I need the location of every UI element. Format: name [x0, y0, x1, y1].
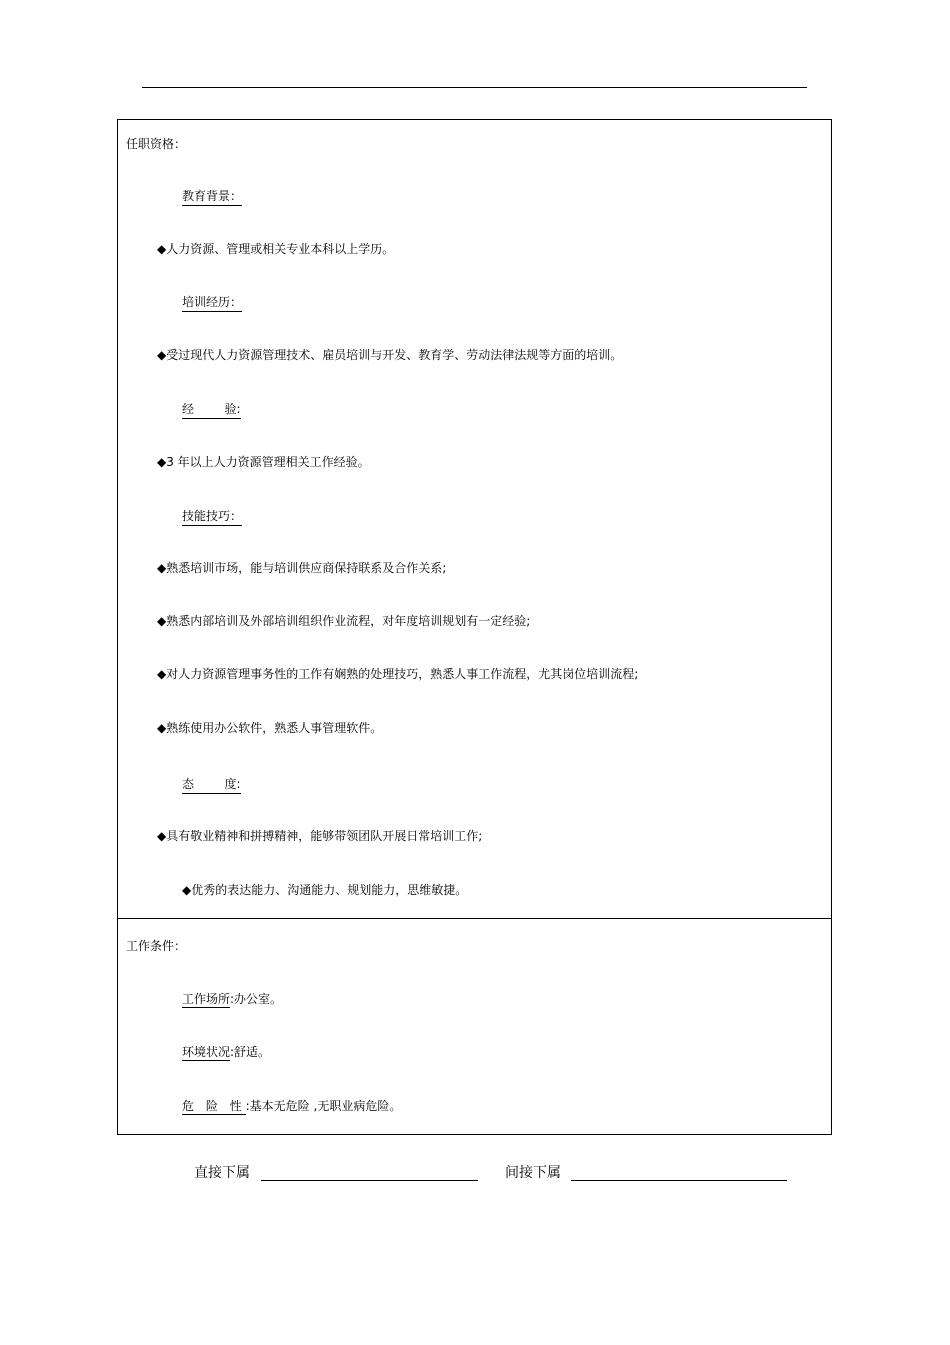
education-item: ◆人力资源、管理或相关专业本科以上学历。 [157, 242, 395, 256]
conditions-heading: 工作条件： [126, 939, 187, 953]
skills-item: ◆熟悉内部培训及外部培训组织作业流程，对年度培训规划有一定经验; [157, 614, 531, 628]
training-label: 培训经历： [182, 294, 242, 312]
environment-label: 环境状况 [182, 1045, 231, 1059]
experience-item: ◆3 年以上人力资源管理相关工作经验。 [157, 455, 370, 469]
training-item: ◆受过现代人力资源管理技术、雇员培训与开发、教育学、劳动法律法规等方面的培训。 [157, 348, 623, 362]
attitude-item: ◆优秀的表达能力、沟通能力、规划能力，思维敏捷。 [182, 883, 468, 897]
top-rule [142, 87, 807, 88]
indirect-subordinate-label: 间接下属 [505, 1165, 561, 1181]
indirect-subordinate-line[interactable] [571, 1180, 787, 1181]
skills-label: 技能技巧： [182, 508, 242, 526]
attitude-label: 态 度: [182, 776, 241, 794]
environment-row [182, 1044, 270, 1060]
workplace-row [182, 991, 282, 1007]
skills-item: ◆熟练使用办公软件，熟悉人事管理软件。 [157, 721, 383, 735]
workplace-label: 工作场所 [182, 992, 231, 1006]
risk-value: :基本无危险 ,无职业病危险。 [245, 1099, 402, 1113]
risk-row [182, 1098, 401, 1114]
experience-label: 经 验: [182, 401, 241, 419]
qualifications-table [117, 119, 832, 1135]
direct-subordinate-line[interactable] [261, 1180, 478, 1181]
skills-item: ◆熟悉培训市场，能与培训供应商保持联系及合作关系; [157, 561, 447, 575]
workplace-value: :办公室。 [230, 992, 283, 1006]
skills-item: ◆对人力资源管理事务性的工作有娴熟的处理技巧，熟悉人事工作流程，尤其岗位培训流程; [157, 667, 639, 681]
education-label: 教育背景： [182, 188, 242, 206]
section-divider [118, 918, 831, 919]
qualifications-heading: 任职资格： [126, 137, 187, 151]
risk-label: 危 险 性 [182, 1099, 246, 1113]
direct-subordinate-label: 直接下属 [194, 1165, 250, 1181]
attitude-item: ◆具有敬业精神和拼搏精神，能够带领团队开展日常培训工作; [157, 829, 483, 843]
environment-value: :舒适。 [230, 1045, 271, 1059]
